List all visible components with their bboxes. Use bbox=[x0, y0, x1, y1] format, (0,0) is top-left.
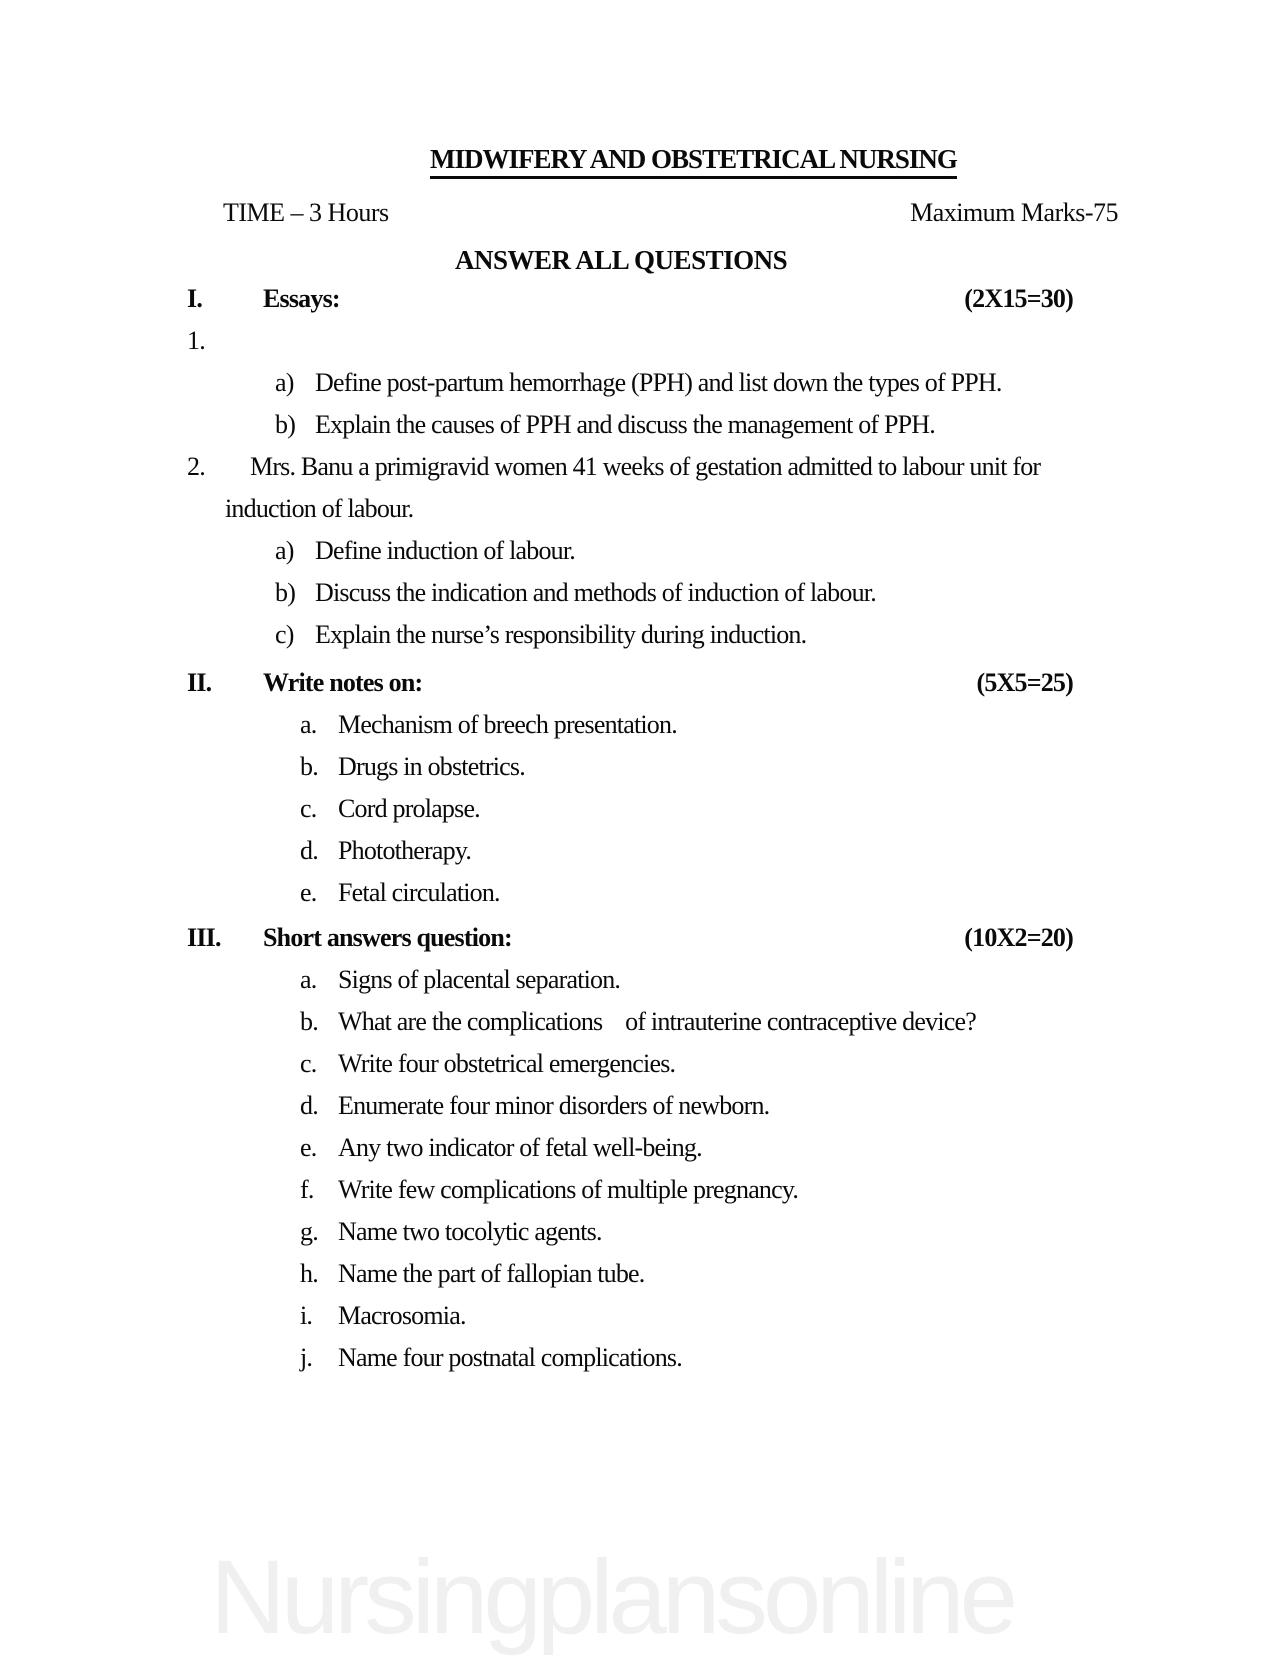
section-numeral: 1. bbox=[187, 326, 205, 355]
item-letter: a) bbox=[275, 368, 294, 397]
item-letter: e. bbox=[300, 878, 317, 907]
item-letter: a. bbox=[300, 710, 317, 739]
section-numeral: I. bbox=[187, 284, 203, 313]
item-text: Macrosomia. bbox=[338, 1301, 466, 1330]
section-write-notes bbox=[187, 662, 1073, 704]
short-i bbox=[187, 1295, 1073, 1337]
item-letter: j. bbox=[300, 1343, 313, 1372]
note-a bbox=[187, 704, 1073, 746]
section-label: Short answers question: bbox=[263, 923, 512, 952]
item-text: Name two tocolytic agents. bbox=[338, 1217, 602, 1246]
item-text: Enumerate four minor disorders of newborn. bbox=[338, 1091, 770, 1120]
short-h bbox=[187, 1253, 1073, 1295]
section-short-answers bbox=[187, 917, 1073, 959]
short-d bbox=[187, 1085, 1073, 1127]
item-letter: b. bbox=[300, 1007, 318, 1036]
section-numeral: III. bbox=[187, 923, 221, 952]
question-2b bbox=[187, 572, 1073, 614]
item-letter: d. bbox=[300, 1091, 318, 1120]
item-text: What are the complications of intrauterine contraceptive device? bbox=[338, 1007, 976, 1036]
marks-value: (2X15=30) bbox=[964, 284, 1073, 313]
item-text: Phototherapy. bbox=[338, 836, 472, 865]
item-text: induction of labour. bbox=[225, 494, 414, 523]
section-numeral: II. bbox=[187, 668, 212, 697]
watermark: Nursingplansonline bbox=[210, 1539, 1014, 1656]
item-letter: a) bbox=[275, 536, 294, 565]
section-numeral: 2. bbox=[187, 452, 205, 481]
note-e bbox=[187, 872, 1073, 914]
section-essays bbox=[187, 278, 1073, 320]
item-text: Any two indicator of fetal well-being. bbox=[338, 1133, 702, 1162]
exam-instruction: ANSWER ALL QUESTIONS bbox=[455, 245, 788, 275]
item-text: Explain the causes of PPH and discuss the management of PPH. bbox=[315, 410, 935, 439]
marks-value: (10X2=20) bbox=[964, 923, 1073, 952]
short-a bbox=[187, 959, 1073, 1001]
item-letter: g. bbox=[300, 1217, 318, 1246]
question-1b bbox=[187, 404, 1073, 446]
question-2 bbox=[187, 446, 1073, 488]
maximum-marks: Maximum Marks-75 bbox=[910, 198, 1118, 227]
item-letter: b. bbox=[300, 752, 318, 781]
short-g bbox=[187, 1211, 1073, 1253]
short-j bbox=[187, 1337, 1073, 1379]
item-text: Signs of placental separation. bbox=[338, 965, 621, 994]
item-text: Define induction of labour. bbox=[315, 536, 575, 565]
short-c bbox=[187, 1043, 1073, 1085]
note-d bbox=[187, 830, 1073, 872]
item-letter: d. bbox=[300, 836, 318, 865]
item-text: Mechanism of breech presentation. bbox=[338, 710, 677, 739]
item-text: Write four obstetrical emergencies. bbox=[338, 1049, 676, 1078]
short-b bbox=[187, 1001, 1073, 1043]
item-text: Explain the nurse’s responsibility during induction. bbox=[315, 620, 807, 649]
item-text: Fetal circulation. bbox=[338, 878, 500, 907]
item-text: Discuss the indication and methods of induction of labour. bbox=[315, 578, 876, 607]
exam-time: TIME – 3 Hours bbox=[223, 198, 389, 227]
item-letter: a. bbox=[300, 965, 317, 994]
item-letter: i. bbox=[300, 1301, 313, 1330]
short-e bbox=[187, 1127, 1073, 1169]
item-text: Cord prolapse. bbox=[338, 794, 480, 823]
short-f bbox=[187, 1169, 1073, 1211]
item-letter: f. bbox=[300, 1175, 314, 1204]
item-letter: c. bbox=[300, 794, 317, 823]
item-text: Define post-partum hemorrhage (PPH) and list down the types of PPH. bbox=[315, 368, 1002, 397]
item-letter: h. bbox=[300, 1259, 318, 1288]
marks-value: (5X5=25) bbox=[976, 668, 1073, 697]
question-2c bbox=[187, 614, 1073, 656]
question-2a bbox=[187, 530, 1073, 572]
item-text: Drugs in obstetrics. bbox=[338, 752, 525, 781]
item-text: Write few complications of multiple pregnancy. bbox=[338, 1175, 799, 1204]
note-b bbox=[187, 746, 1073, 788]
item-letter: b) bbox=[275, 578, 296, 607]
question-1 bbox=[187, 320, 1073, 362]
page-title: MIDWIFERY AND OBSTETRICAL NURSING bbox=[430, 144, 957, 179]
section-label: Essays: bbox=[263, 284, 340, 313]
item-text: Name four postnatal complications. bbox=[338, 1343, 682, 1372]
item-letter: b) bbox=[275, 410, 296, 439]
question-list bbox=[0, 278, 1275, 1379]
item-text: Mrs. Banu a primigravid women 41 weeks of gestation admitted to labour unit for bbox=[250, 452, 1041, 481]
question-1a bbox=[187, 362, 1073, 404]
note-c bbox=[187, 788, 1073, 830]
item-letter: e. bbox=[300, 1133, 317, 1162]
item-letter: c) bbox=[275, 620, 294, 649]
section-label: Write notes on: bbox=[263, 668, 423, 697]
item-letter: c. bbox=[300, 1049, 317, 1078]
item-text: Name the part of fallopian tube. bbox=[338, 1259, 645, 1288]
question-2-continuation bbox=[187, 488, 1073, 530]
